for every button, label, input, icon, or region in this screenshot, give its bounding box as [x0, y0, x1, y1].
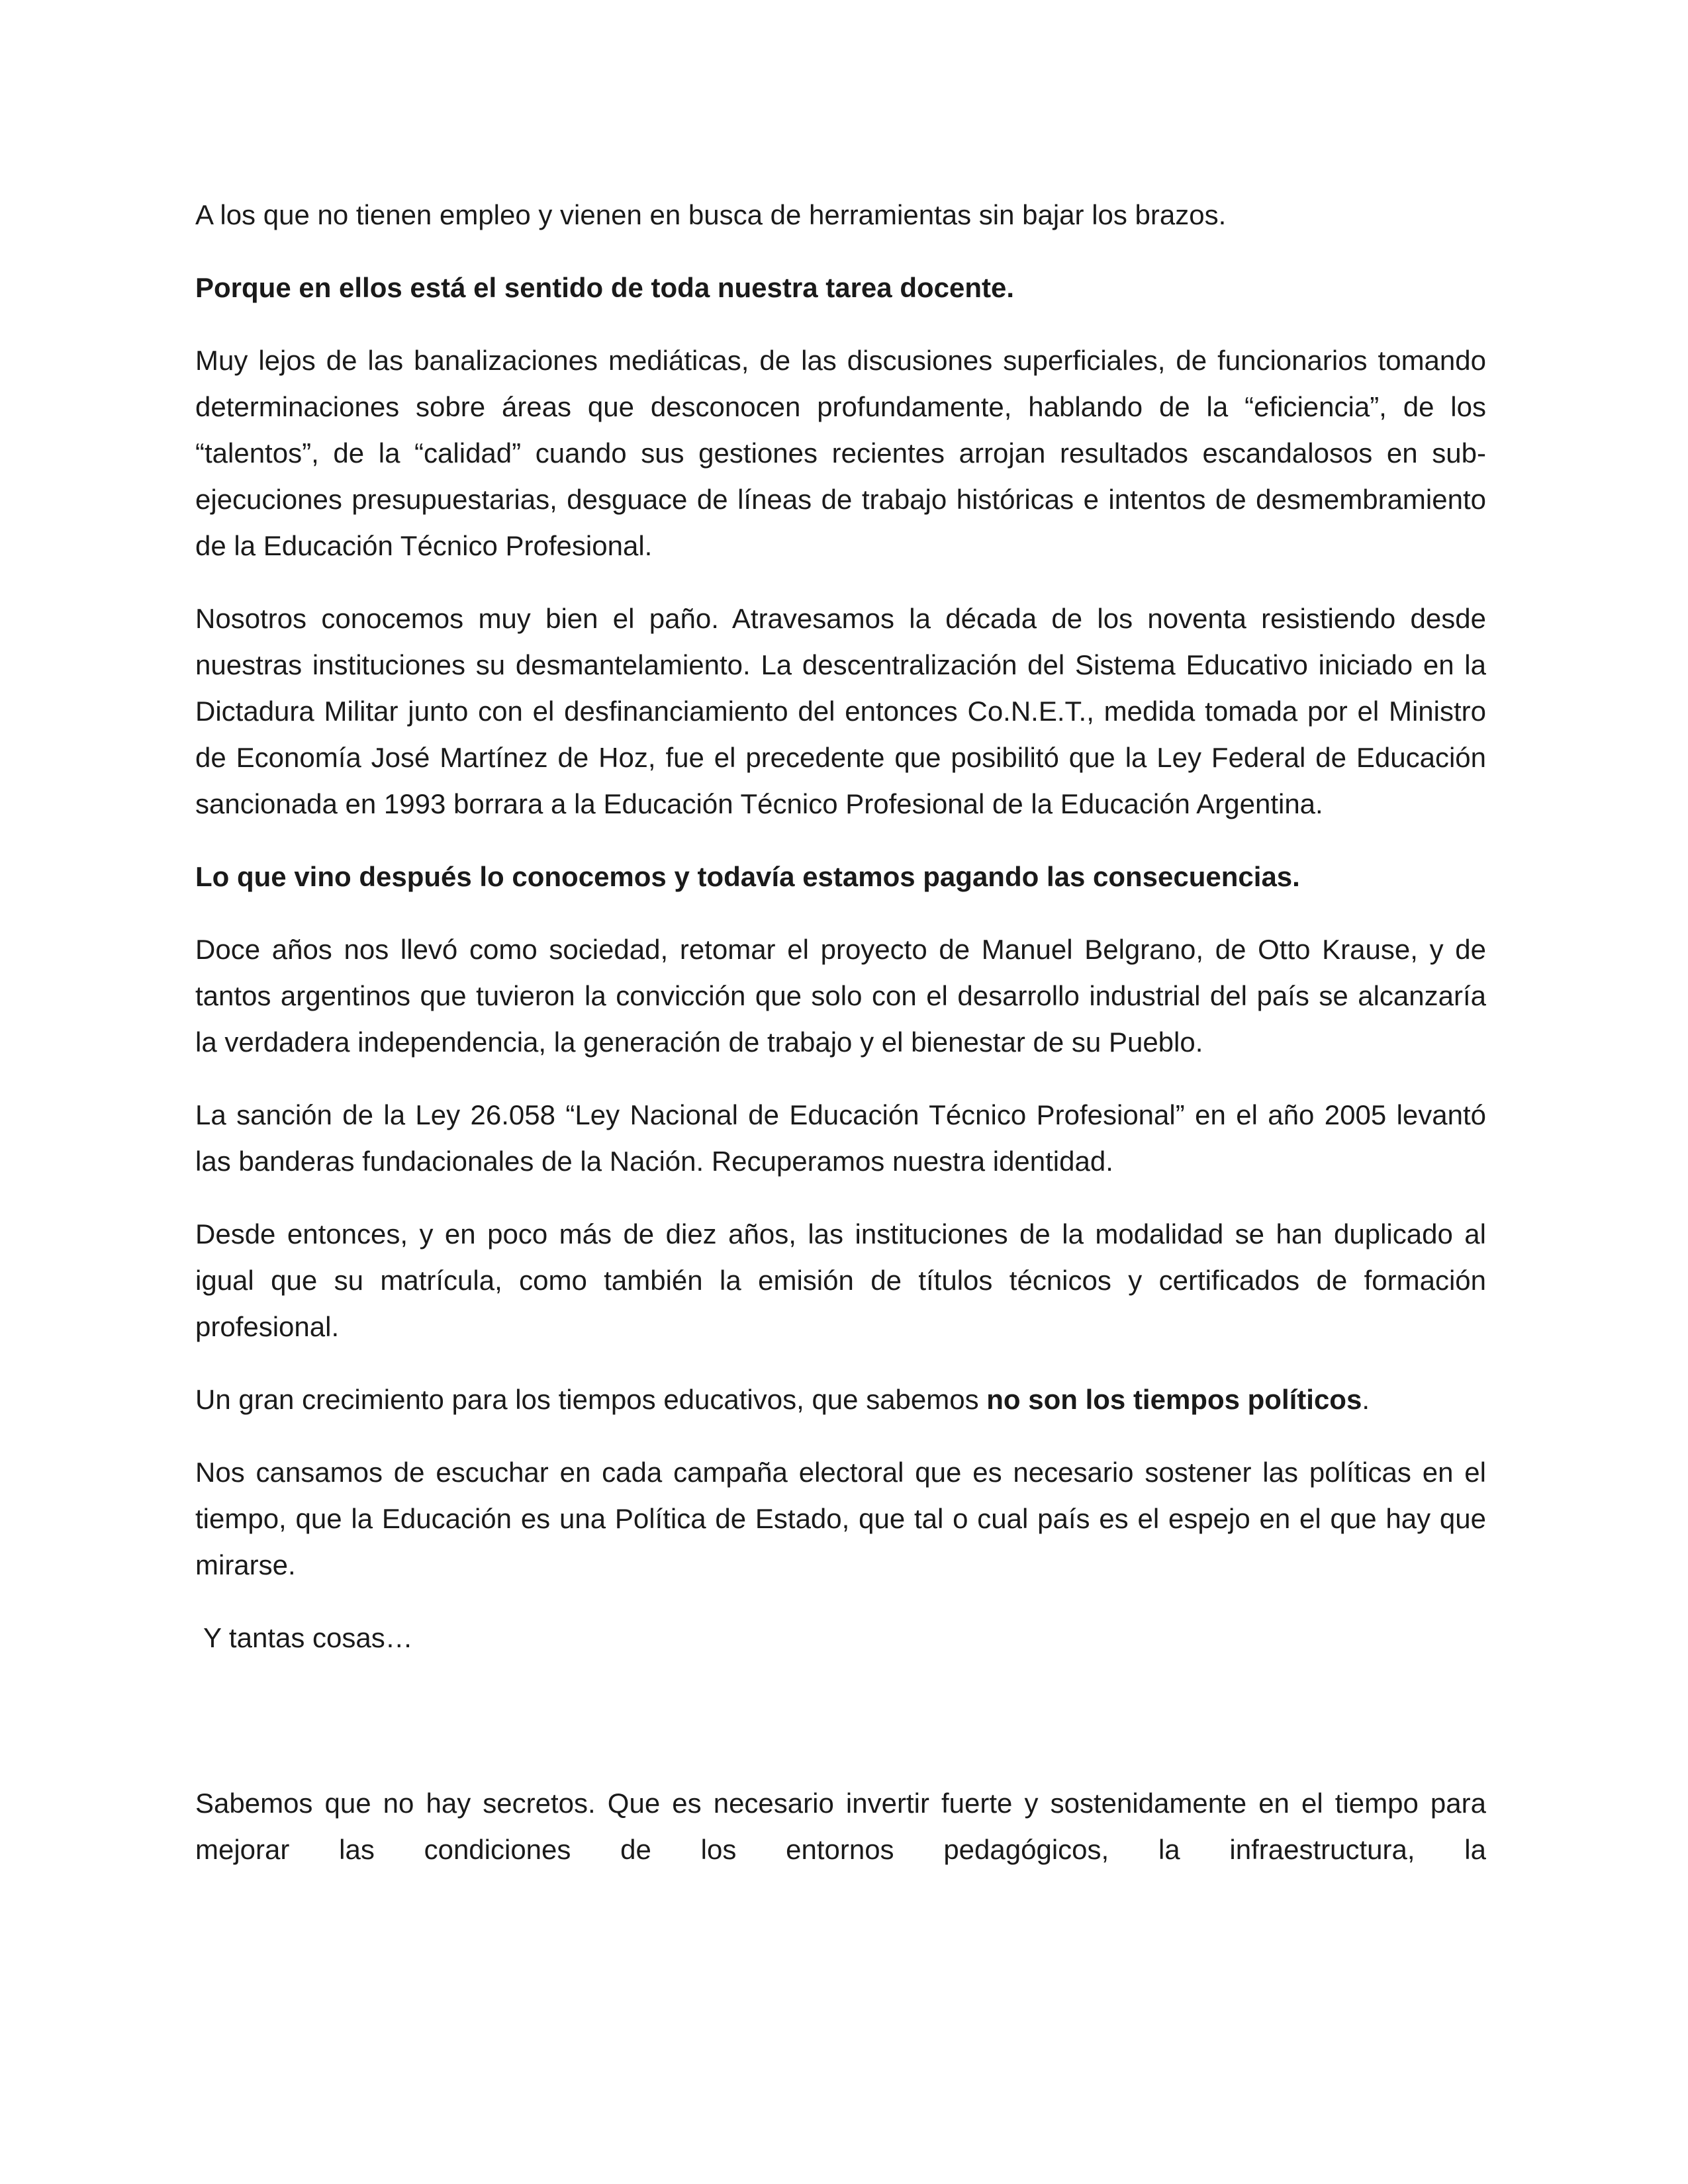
paragraph-consequences: Lo que vino después lo conocemos y todavía estamos pagando las consecuencias. — [195, 861, 1300, 892]
educational-times-bold: no son los tiempos políticos — [986, 1384, 1362, 1415]
paragraph-educational-times — [195, 1377, 1486, 1423]
paragraph-purpose: Porque en ellos está el sentido de toda nuestra tarea docente. — [195, 272, 1015, 303]
educational-times-text: Un gran crecimiento para los tiempos educativos, que sabemos — [195, 1384, 987, 1415]
paragraph-no-secrets: Sabemos que no hay secretos. Que es necesario invertir fuerte y sostenidamente en el tiempo para mejorar las condiciones de los entornos pedagógicos, la infraestructura, la — [195, 1788, 1486, 1865]
paragraph-history: Nosotros conocemos muy bien el paño. Atravesamos la década de los noventa resistiendo desde nuestras instituciones su desmantelamiento. La descentralización del Sistema Educativo iniciado en la Dictadura Militar junto con el desfinanciamiento del entonces Co.N.E.T., medida tomada por el Ministro de Economía José Martínez de Hoz, fue el precedente que posibilitó que la Ley Federal de Educación sancionada en 1993 borrara a la Educación Técnico Profesional de la Educación Argentina. — [195, 603, 1486, 819]
blank-space — [195, 1688, 1486, 1780]
paragraph-growth: Desde entonces, y en poco más de diez años, las instituciones de la modalidad se han duplicado al igual que su matrícula, como también la emisión de títulos técnicos y certificados de formación profesional. — [195, 1218, 1486, 1342]
educational-times-end: . — [1362, 1384, 1370, 1415]
paragraph-criticism: Muy lejos de las banalizaciones mediáticas, de las discusiones superficiales, de funcionarios tomando determinaciones sobre áreas que desconocen profundamente, hablando de la “eficiencia”, de los “talentos”, de la “calidad” cuando sus gestiones recientes arrojan resultados escandalosos en sub-ejecuciones presupuestarias, desguace de líneas de trabajo históricas e intentos de desmembramiento de la Educación Técnico Profesional. — [195, 345, 1486, 561]
paragraph-law: La sanción de la Ley 26.058 “Ley Nacional de Educación Técnico Profesional” en el año 2005 levantó las banderas fundacionales de la Nación. Recuperamos nuestra identidad. — [195, 1099, 1486, 1177]
paragraph-so-many-things: Y tantas cosas… — [203, 1622, 413, 1653]
paragraph-recovery: Doce años nos llevó como sociedad, retomar el proyecto de Manuel Belgrano, de Otto Krause, y de tantos argentinos que tuvieron la convicción que solo con el desarrollo industrial del país se alcanzaría la verdadera independencia, la generación de trabajo y el bienestar de su Pueblo. — [195, 934, 1486, 1058]
paragraph-campaigns: Nos cansamos de escuchar en cada campaña electoral que es necesario sostener las políticas en el tiempo, que la Educación es una Política de Estado, que tal o cual país es el espejo en el que hay que mirarse. — [195, 1457, 1486, 1580]
document-page — [195, 192, 1486, 1899]
paragraph-dedication: A los que no tienen empleo y vienen en busca de herramientas sin bajar los brazos. — [195, 199, 1227, 230]
